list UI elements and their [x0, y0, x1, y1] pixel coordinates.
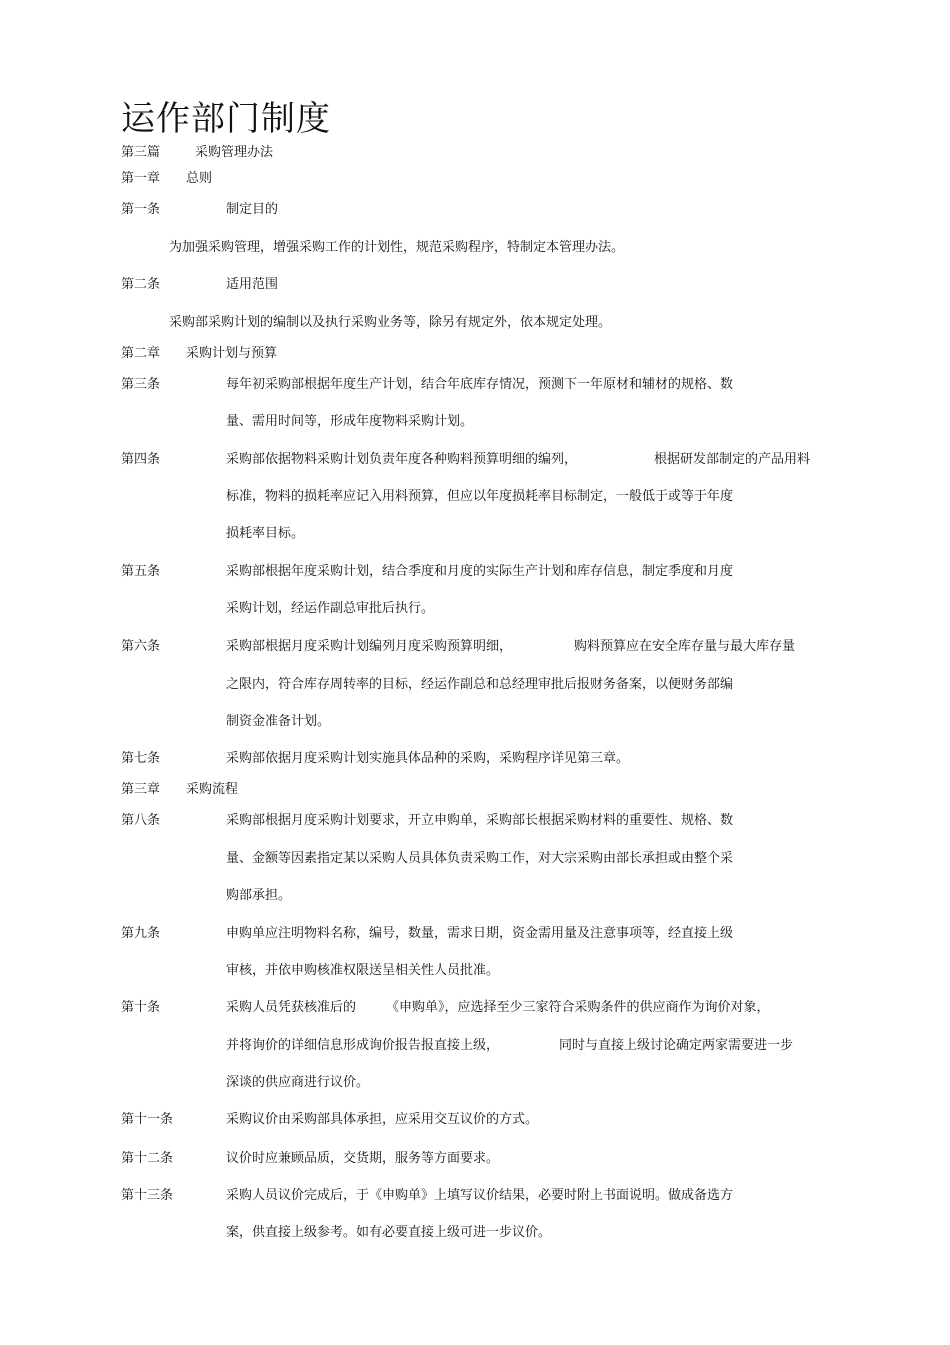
- article-text: 损耗率目标。: [226, 526, 305, 541]
- article-text: 之限内，符合库存周转率的目标，经运作副总和总经理审批后报财务备案，以便财务部编: [226, 677, 734, 692]
- chapter-name: 采购计划与预算: [186, 346, 278, 361]
- article-number: 第十一条: [121, 1112, 174, 1127]
- chapter-number: 第二章: [121, 346, 161, 361]
- article-heading: 适用范围: [226, 277, 279, 292]
- article-number: 第四条: [121, 452, 161, 467]
- article-text: 同时与直接上级讨论确定两家需要进一步: [559, 1038, 794, 1053]
- article-text: 案，供直接上级参考。如有必要直接上级可进一步议价。: [226, 1225, 552, 1240]
- article-text: 根据研发部制定的产品用料: [654, 452, 811, 467]
- chapter-number: 第一章: [121, 171, 161, 186]
- article-text: 《申购单》，应选择至少三家符合采购条件的供应商作为询价对象，: [386, 1000, 770, 1015]
- article-text: 采购部依据物料采购计划负责年度各种购料预算明细的编列，: [226, 452, 578, 467]
- article-number: 第二条: [121, 277, 161, 292]
- article-number: 第十二条: [121, 1151, 174, 1166]
- article-number: 第八条: [121, 813, 161, 828]
- article-text: 采购部根据月度采购计划编列月度采购预算明细，: [226, 639, 513, 654]
- page-title: 运作部门制度: [121, 99, 331, 139]
- article-number: 第三条: [121, 377, 161, 392]
- article-text: 购部承担。: [226, 888, 292, 903]
- article-text: 申购单应注明物料名称，编号，数量，需求日期，资金需用量及注意事项等，经直接上级: [226, 926, 734, 941]
- article-text: 标准，物料的损耗率应记入用料预算，但应以年度损耗率目标制定，一般低于或等于年度: [226, 489, 734, 504]
- article-number: 第七条: [121, 751, 161, 766]
- article-number: 第六条: [121, 639, 161, 654]
- article-text: 采购计划，经运作副总审批后执行。: [226, 601, 435, 616]
- article-text: 采购议价由采购部具体承担，应采用交互议价的方式。: [226, 1112, 539, 1127]
- article-text: 为加强采购管理，增强采购工作的计划性，规范采购程序，特制定本管理办法。: [169, 240, 625, 255]
- article-text: 采购人员议价完成后，于《申购单》上填写议价结果，必要时附上书面说明。做成备选方: [226, 1188, 734, 1203]
- article-number: 第一条: [121, 202, 161, 217]
- article-number: 第十三条: [121, 1188, 174, 1203]
- article-text: 采购部根据月度采购计划要求，开立申购单，采购部长根据采购材料的重要性、规格、数: [226, 813, 734, 828]
- article-text: 议价时应兼顾品质，交货期，服务等方面要求。: [226, 1151, 500, 1166]
- article-text: 采购部采购计划的编制以及执行采购业务等，除另有规定外，依本规定处理。: [169, 315, 612, 330]
- article-text: 量、需用时间等，形成年度物料采购计划。: [226, 414, 474, 429]
- article-text: 采购部根据年度采购计划，结合季度和月度的实际生产计划和库存信息，制定季度和月度: [226, 564, 734, 579]
- article-text: 审核，并依申购核准权限送呈相关性人员批准。: [226, 963, 500, 978]
- article-text: 量、金额等因素指定某以采购人员具体负责采购工作，对大宗采购由部长承担或由整个采: [226, 851, 734, 866]
- part-name: 采购管理办法: [195, 145, 274, 160]
- part-number: 第三篇: [121, 145, 161, 160]
- chapter-name: 总则: [186, 171, 213, 186]
- article-number: 第十条: [121, 1000, 161, 1015]
- chapter-number: 第三章: [121, 782, 161, 797]
- article-text: 购料预算应在安全库存量与最大库存量: [574, 639, 796, 654]
- article-text: 采购人员凭获核准后的: [226, 1000, 357, 1015]
- article-text: 深谈的供应商进行议价。: [226, 1075, 370, 1090]
- article-text: 每年初采购部根据年度生产计划，结合年底库存情况，预测下一年原材和辅材的规格、数: [226, 377, 734, 392]
- chapter-name: 采购流程: [186, 782, 239, 797]
- article-text: 制资金准备计划。: [226, 714, 331, 729]
- article-number: 第九条: [121, 926, 161, 941]
- article-text: 采购部依据月度采购计划实施具体品种的采购，采购程序详见第三章。: [226, 751, 630, 766]
- article-number: 第五条: [121, 564, 161, 579]
- article-heading: 制定目的: [226, 202, 279, 217]
- article-text: 并将询价的详细信息形成询价报告报直接上级，: [226, 1038, 500, 1053]
